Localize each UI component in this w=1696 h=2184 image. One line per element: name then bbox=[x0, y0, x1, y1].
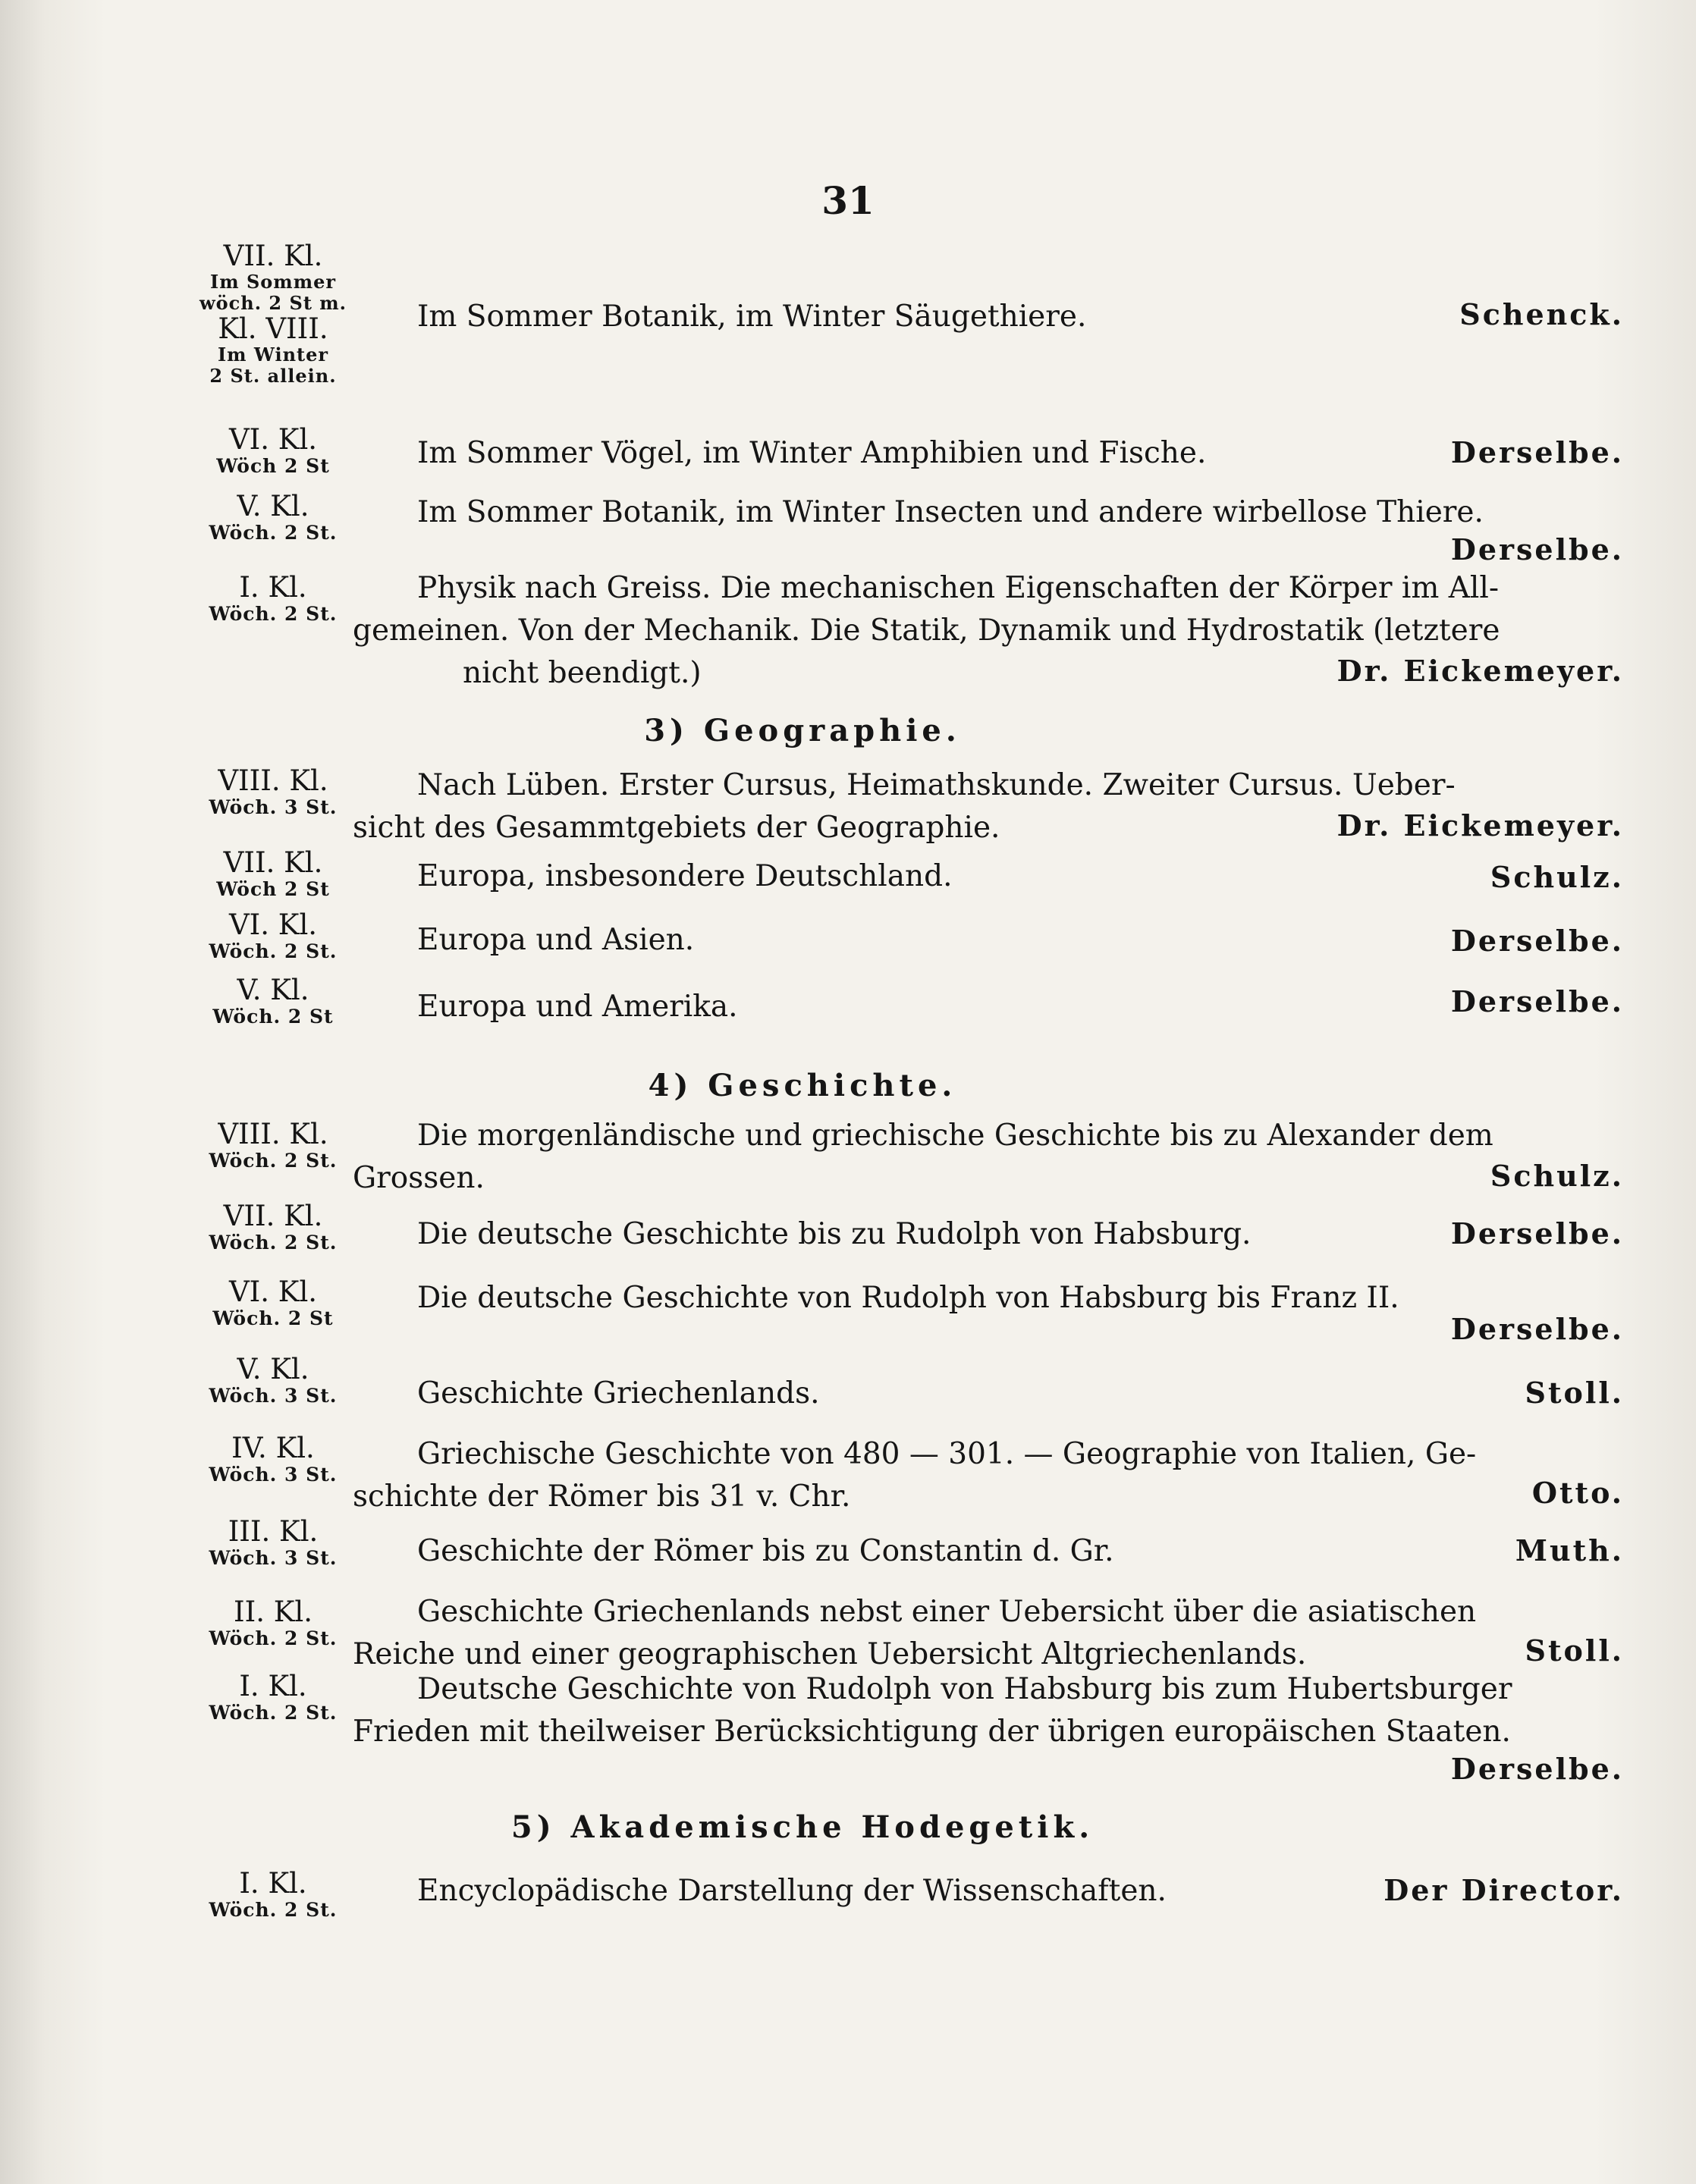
class-hours: Wöch. 2 St bbox=[212, 1307, 334, 1329]
teacher: Derselbe. bbox=[1450, 532, 1624, 566]
teacher: Dr. Eickemeyer. bbox=[1336, 808, 1624, 843]
entry-text: Encyclopädische Darstellung der Wissenschaften. bbox=[417, 1874, 1167, 1908]
class-line: Kl. VIII. bbox=[218, 312, 328, 345]
class-hours: Wöch. 2 St. bbox=[209, 603, 338, 625]
class-line: III. Kl. bbox=[228, 1515, 319, 1548]
class-line: VI. Kl. bbox=[228, 1276, 318, 1308]
class-line: II. Kl. bbox=[234, 1596, 313, 1628]
teacher: Derselbe. bbox=[1450, 924, 1624, 958]
class-hours: Wöch 2 St bbox=[216, 455, 330, 477]
entry-text bbox=[353, 1115, 1643, 1200]
class-line: 2 St. allein. bbox=[209, 365, 337, 387]
class-line: V. Kl. bbox=[237, 1353, 309, 1385]
entry-text: Die deutsche Geschichte von Rudolph von Habsburg bis Franz II. bbox=[417, 1281, 1399, 1315]
teacher: Schenck. bbox=[1459, 297, 1624, 331]
text-line: Frieden mit theilweiser Berücksichtigung der übrigen europäischen Staaten. bbox=[353, 1715, 1511, 1749]
class-line: I. Kl. bbox=[239, 1670, 307, 1702]
class-line: V. Kl. bbox=[237, 490, 309, 522]
class-label bbox=[190, 848, 356, 901]
class-label bbox=[190, 766, 356, 819]
section-heading-history: 4) Geschichte. bbox=[648, 1068, 957, 1103]
entry-text: Europa und Amerika. bbox=[417, 990, 738, 1024]
teacher: Schulz. bbox=[1490, 1159, 1624, 1193]
text-line: Die morgenländische und griechische Geschichte bis zu Alexander dem bbox=[417, 1119, 1493, 1153]
class-line: Im Winter bbox=[217, 344, 329, 366]
class-hours: Wöch. 3 St. bbox=[209, 796, 338, 818]
class-hours: Wöch. 2 St. bbox=[209, 1899, 338, 1921]
text-line: sicht des Gesammtgebiets der Geographie. bbox=[353, 811, 1000, 845]
class-line: VI. Kl. bbox=[228, 423, 318, 456]
class-hours: Wöch. 3 St. bbox=[209, 1385, 338, 1407]
teacher: Muth. bbox=[1515, 1533, 1624, 1567]
class-label bbox=[190, 910, 356, 963]
entry-text: Die deutsche Geschichte bis zu Rudolph von Habsburg. bbox=[417, 1217, 1252, 1251]
class-line: VII. Kl. bbox=[223, 1200, 323, 1232]
text-line: gemeinen. Von der Mechanik. Die Statik, Dynamik und Hydrostatik (letztere bbox=[353, 613, 1500, 648]
class-label bbox=[190, 1671, 356, 1724]
class-label bbox=[190, 1119, 356, 1172]
class-label bbox=[190, 1517, 356, 1570]
class-label bbox=[190, 1597, 356, 1650]
teacher: Derselbe. bbox=[1450, 1312, 1624, 1346]
class-line: VIII. Kl. bbox=[218, 1118, 328, 1150]
entry-text: Geschichte Griechenlands. bbox=[417, 1376, 820, 1410]
class-line: VII. Kl. bbox=[223, 846, 323, 879]
teacher: Stoll. bbox=[1525, 1376, 1624, 1410]
teacher: Der Director. bbox=[1383, 1873, 1624, 1907]
text-line: Physik nach Greiss. Die mechanischen Eigenschaften der Körper im All- bbox=[417, 571, 1500, 605]
class-label bbox=[190, 1354, 356, 1407]
class-label bbox=[190, 573, 356, 626]
class-line: V. Kl. bbox=[237, 974, 309, 1006]
class-line: I. Kl. bbox=[239, 571, 307, 604]
section-heading-hodegetik: 5) Akademische Hodegetik. bbox=[510, 1809, 1095, 1845]
page-number: 31 bbox=[821, 178, 875, 223]
entry-text: Europa und Asien. bbox=[417, 923, 695, 957]
text-line: Grossen. bbox=[353, 1161, 485, 1195]
class-label-vii-viii bbox=[190, 241, 356, 387]
class-hours: Wöch. 2 St. bbox=[209, 1150, 338, 1172]
class-line: Im Sommer bbox=[209, 271, 337, 293]
text-line: Griechische Geschichte von 480 — 301. — Geographie von Italien, Ge- bbox=[417, 1437, 1477, 1471]
class-label bbox=[190, 425, 356, 478]
teacher: Derselbe. bbox=[1450, 1216, 1624, 1250]
class-line: wöch. 2 St m. bbox=[199, 292, 347, 314]
entry-text: Geschichte der Römer bis zu Constantin d. Gr. bbox=[417, 1534, 1114, 1568]
class-label bbox=[190, 1433, 356, 1486]
text-line: Nach Lüben. Erster Cursus, Heimathskunde. Zweiter Cursus. Ueber- bbox=[417, 768, 1456, 802]
class-label bbox=[190, 975, 356, 1028]
class-hours: Wöch. 2 St. bbox=[209, 522, 338, 544]
class-hours: Wöch. 2 St. bbox=[209, 1232, 338, 1254]
teacher: Derselbe. bbox=[1450, 1752, 1624, 1786]
teacher: Schulz. bbox=[1490, 860, 1624, 894]
teacher: Derselbe. bbox=[1450, 984, 1624, 1018]
class-label bbox=[190, 491, 356, 544]
class-line: I. Kl. bbox=[239, 1867, 307, 1900]
class-hours: Wöch. 3 St. bbox=[209, 1547, 338, 1569]
entry-text bbox=[353, 1591, 1643, 1676]
class-hours: Wöch. 2 St. bbox=[209, 1702, 338, 1724]
class-line: VI. Kl. bbox=[228, 908, 318, 941]
entry-text: Im Sommer Botanik, im Winter Insecten und andere wirbellose Thiere. bbox=[417, 495, 1484, 529]
class-hours: Wöch. 3 St. bbox=[209, 1464, 338, 1486]
entry-text bbox=[353, 1668, 1643, 1753]
teacher: Otto. bbox=[1531, 1476, 1624, 1510]
class-label bbox=[190, 1869, 356, 1922]
entry-text: Im Sommer Vögel, im Winter Amphibien und Fische. bbox=[417, 436, 1207, 470]
text-line: Deutsche Geschichte von Rudolph von Habsburg bis zum Hubertsburger bbox=[417, 1672, 1512, 1706]
class-hours: Wöch. 2 St bbox=[212, 1006, 334, 1028]
class-line: VII. Kl. bbox=[223, 240, 323, 272]
class-label bbox=[190, 1201, 356, 1254]
teacher: Dr. Eickemeyer. bbox=[1336, 654, 1624, 688]
entry-text: Im Sommer Botanik, im Winter Säugethiere. bbox=[417, 300, 1087, 334]
text-line: Reiche und einer geographischen Uebersicht Altgriechenlands. bbox=[353, 1637, 1307, 1671]
class-hours: Wöch. 2 St. bbox=[209, 940, 338, 962]
class-label bbox=[190, 1277, 356, 1330]
entry-text: Europa, insbesondere Deutschland. bbox=[417, 859, 953, 893]
text-line: schichte der Römer bis 31 v. Chr. bbox=[353, 1480, 851, 1514]
class-line: VIII. Kl. bbox=[218, 764, 328, 797]
entry-text bbox=[353, 1433, 1643, 1518]
text-line: nicht beendigt.) bbox=[463, 656, 702, 690]
class-line: IV. Kl. bbox=[231, 1432, 315, 1464]
teacher: Stoll. bbox=[1525, 1633, 1624, 1668]
text-line: Geschichte Griechenlands nebst einer Uebersicht über die asiatischen bbox=[417, 1595, 1477, 1629]
section-heading-geography: 3) Geographie. bbox=[644, 713, 961, 748]
class-hours: Wöch 2 St bbox=[216, 878, 330, 900]
teacher: Derselbe. bbox=[1450, 435, 1624, 469]
class-hours: Wöch. 2 St. bbox=[209, 1627, 338, 1649]
